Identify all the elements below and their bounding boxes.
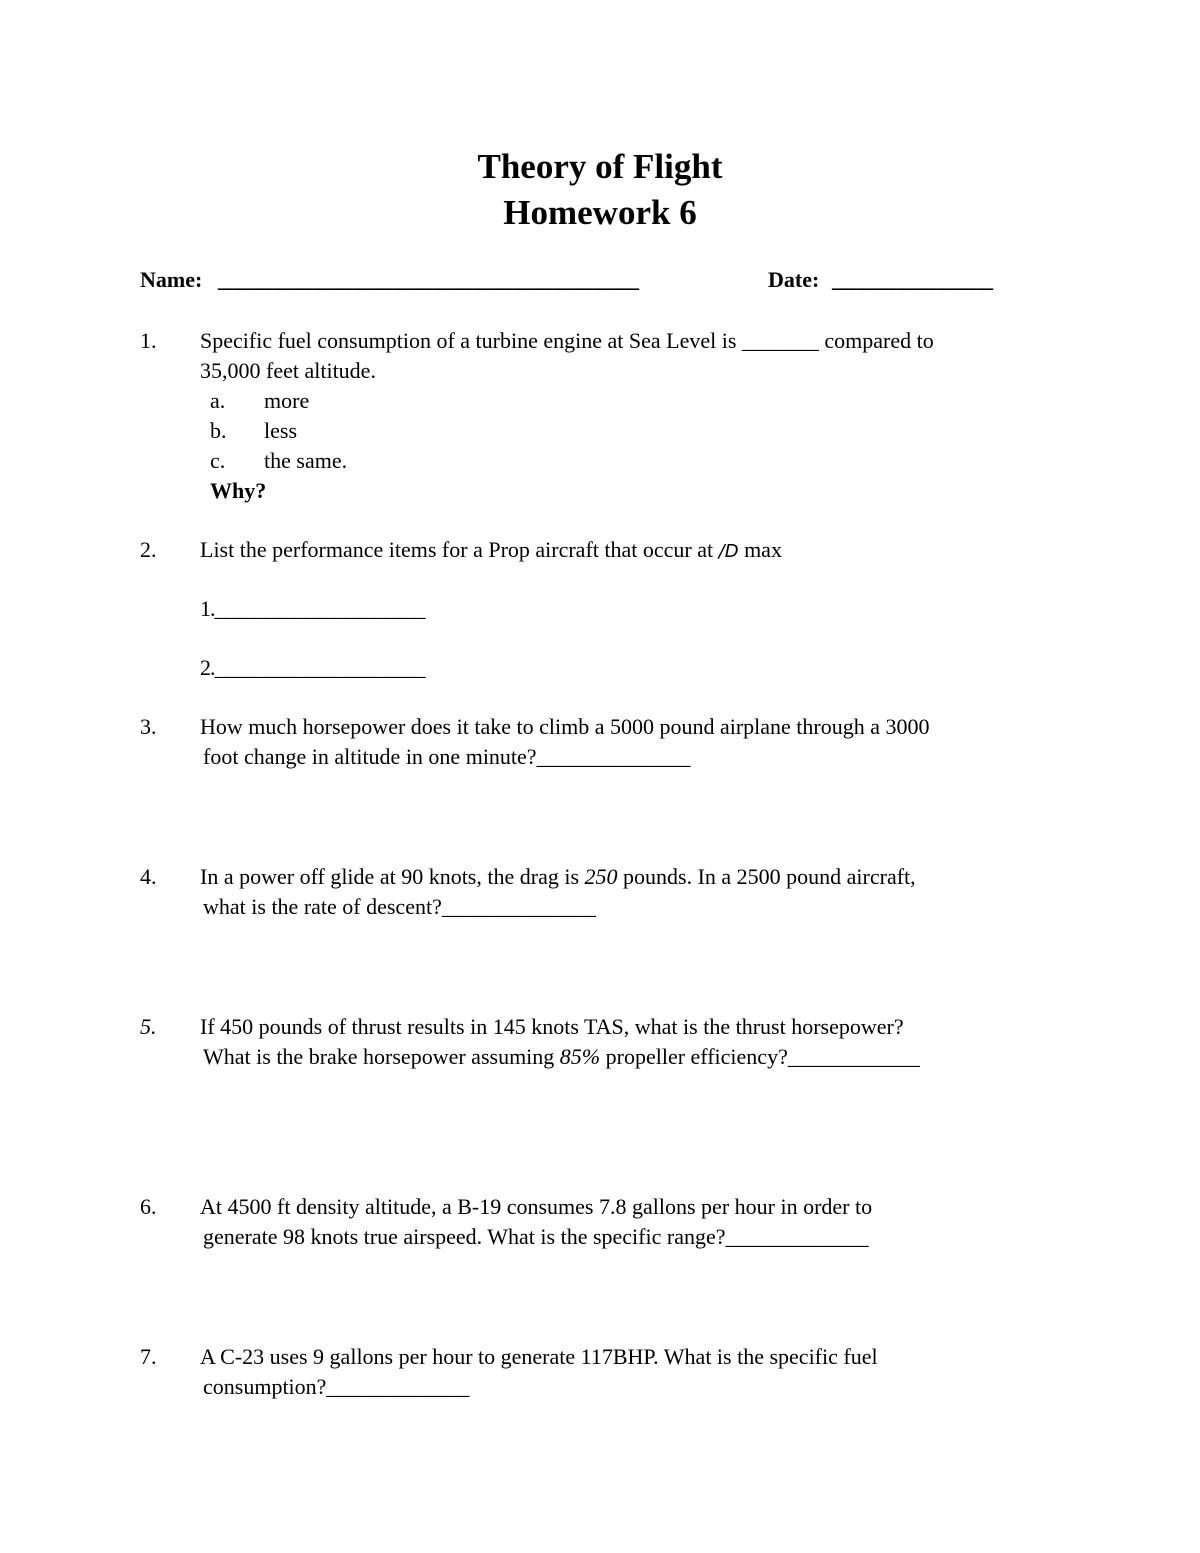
question-2-number: 2. — [140, 537, 157, 562]
question-7-line1: A C-23 uses 9 gallons per hour to generate 117BHP. What is the specific fuel — [200, 1344, 878, 1369]
question-3-number: 3. — [140, 714, 157, 739]
question-6-number: 6. — [140, 1194, 157, 1219]
document-title: Theory of Flight — [477, 147, 723, 186]
question-6-line2[interactable]: generate 98 knots true airspeed. What is the specific range?_____________ — [203, 1224, 869, 1249]
question-5-line2[interactable] — [203, 1042, 920, 1072]
question-1-line2: 35,000 feet altitude. — [200, 358, 376, 383]
option-c-letter: c. — [210, 448, 226, 473]
name-label: Name: — [140, 267, 203, 292]
name-field[interactable]: __________________________________________ — [218, 267, 638, 292]
date-field[interactable]: ________________ — [832, 267, 992, 292]
question-4-line1 — [200, 862, 916, 892]
lift-drag-ratio-symbol: /D — [718, 541, 739, 562]
question-5-text-cont: propeller efficiency?____________ — [605, 1044, 920, 1069]
question-6-line1: At 4500 ft density altitude, a B-19 consumes 7.8 gallons per hour in order to — [200, 1194, 873, 1219]
option-b-letter: b. — [210, 418, 227, 443]
question-5-text: What is the brake horsepower assuming — [203, 1044, 555, 1069]
question-2-text: List the performance items for a Prop aircraft that occur at — [200, 537, 714, 562]
question-3-line1: How much horsepower does it take to climb a 5000 pound airplane through a 3000 — [200, 714, 930, 739]
question-2-answer-1[interactable]: 1._____________________ — [200, 596, 425, 621]
drag-value: 250 — [584, 864, 618, 889]
question-1-line1: Specific fuel consumption of a turbine engine at Sea Level is _______ compared to — [200, 328, 934, 353]
option-c-text[interactable]: the same. — [264, 448, 348, 473]
question-5-line1: If 450 pounds of thrust results in 145 knots TAS, what is the thrust horsepower? — [200, 1014, 904, 1039]
question-7-line2[interactable]: consumption?_____________ — [203, 1374, 470, 1399]
question-2-answer-2[interactable]: 2._____________________ — [200, 655, 425, 680]
question-4-line2[interactable]: what is the rate of descent?______________ — [203, 894, 596, 919]
question-5-number: 5. — [140, 1014, 157, 1039]
document-subtitle: Homework 6 — [503, 193, 697, 232]
question-2-max: max — [744, 537, 782, 562]
question-7-number: 7. — [140, 1344, 157, 1369]
option-a-letter: a. — [210, 388, 226, 413]
question-3-line2[interactable]: foot change in altitude in one minute?______________ — [203, 744, 691, 769]
question-4-text: In a power off glide at 90 knots, the drag is — [200, 864, 580, 889]
question-2-line1 — [200, 535, 782, 567]
date-label: Date: — [768, 267, 820, 292]
question-4-number: 4. — [140, 864, 157, 889]
question-1-number: 1. — [140, 328, 157, 353]
question-1-why: Why? — [210, 478, 267, 503]
efficiency-value: 85% — [559, 1044, 601, 1069]
question-4-text-cont: pounds. In a 2500 pound aircraft, — [623, 864, 916, 889]
option-b-text[interactable]: less — [264, 418, 297, 443]
option-a-text[interactable]: more — [264, 388, 310, 413]
